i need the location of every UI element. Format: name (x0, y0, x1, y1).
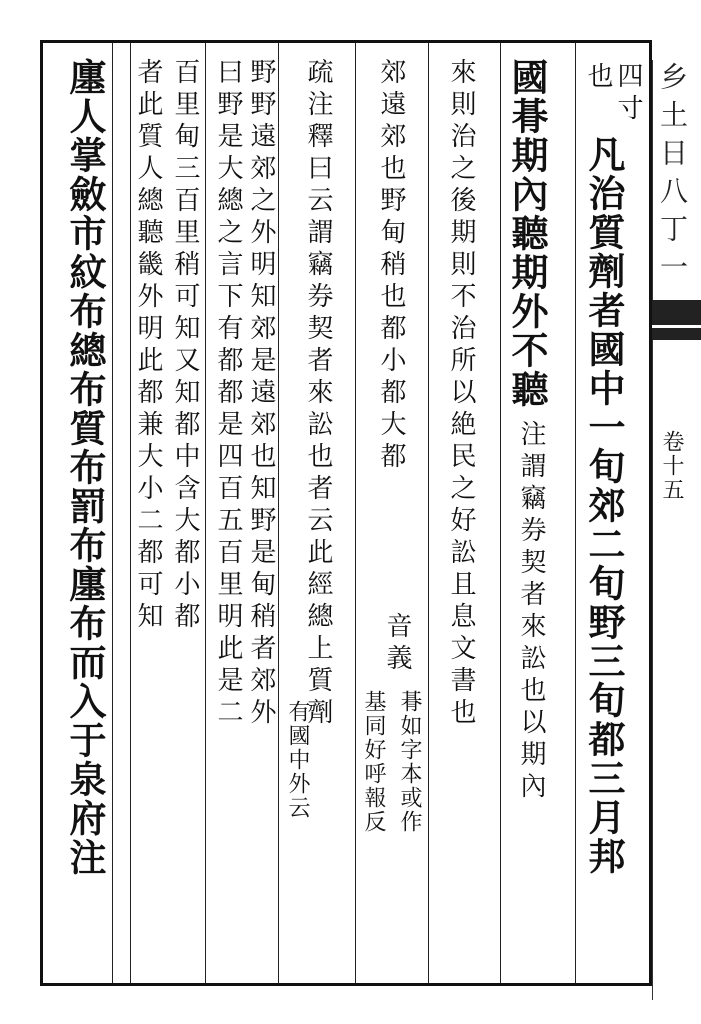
commentary-column: 野野遠郊之外明知郊是遠郊也知野是甸稍者郊外 (246, 58, 276, 730)
volume-label: 卷十五 (659, 430, 684, 502)
page-border (40, 40, 652, 986)
commentary-column: 來則治之後期則不治所以絶民之好訟且息文書也 (446, 58, 476, 730)
commentary-column: 郊遠郊也野甸稍也都小都大都 (376, 58, 406, 474)
commentary-column: 疏注釋曰云謂竊券契者來訟也者云此經總上質劑 (303, 58, 333, 730)
margin-header-text: 乡土日八丁一 (656, 62, 689, 290)
bottom-border (40, 983, 652, 986)
annotation-small-right: 四寸 (613, 62, 643, 126)
commentary-column: 曰野是大總之言下有都都是四百五百里明此是二 (213, 58, 243, 730)
column-rule (205, 43, 206, 983)
phonetic-note-left: 基同好呼報反 (361, 690, 386, 834)
column-rule (112, 43, 113, 983)
column-rule (500, 43, 501, 983)
main-text-column: 凡治質劑者國中一旬郊二旬野三旬都三月邦 (582, 135, 626, 876)
column-rule (278, 43, 279, 983)
commentary-tail: 有國中外云 (285, 700, 310, 820)
commentary-column: 注謂竊券契者來訟也以期內 (516, 420, 546, 804)
commentary-column: 者此質人總聽畿外明此都兼大小二都可知 (133, 58, 163, 634)
commentary-column: 百里甸三百里稍可知又知都中含大都小都 (170, 58, 200, 634)
fish-tail-mark-line (652, 325, 701, 328)
column-rule (575, 43, 576, 983)
main-text-column: 廛人掌斂市紋布總布質布罰布廛布而入于泉府注 (63, 58, 107, 877)
fish-tail-mark (652, 300, 701, 340)
main-text-column: 國朞期內聽期外不聽 (505, 58, 549, 409)
phonetic-note-right: 朞如字本或作 (397, 690, 422, 834)
yin-yi-marker: 音義 (382, 612, 412, 676)
annotation-small-left: 也 (583, 62, 613, 94)
column-rule (130, 43, 131, 983)
column-rule (428, 43, 429, 983)
column-rule (355, 43, 356, 983)
